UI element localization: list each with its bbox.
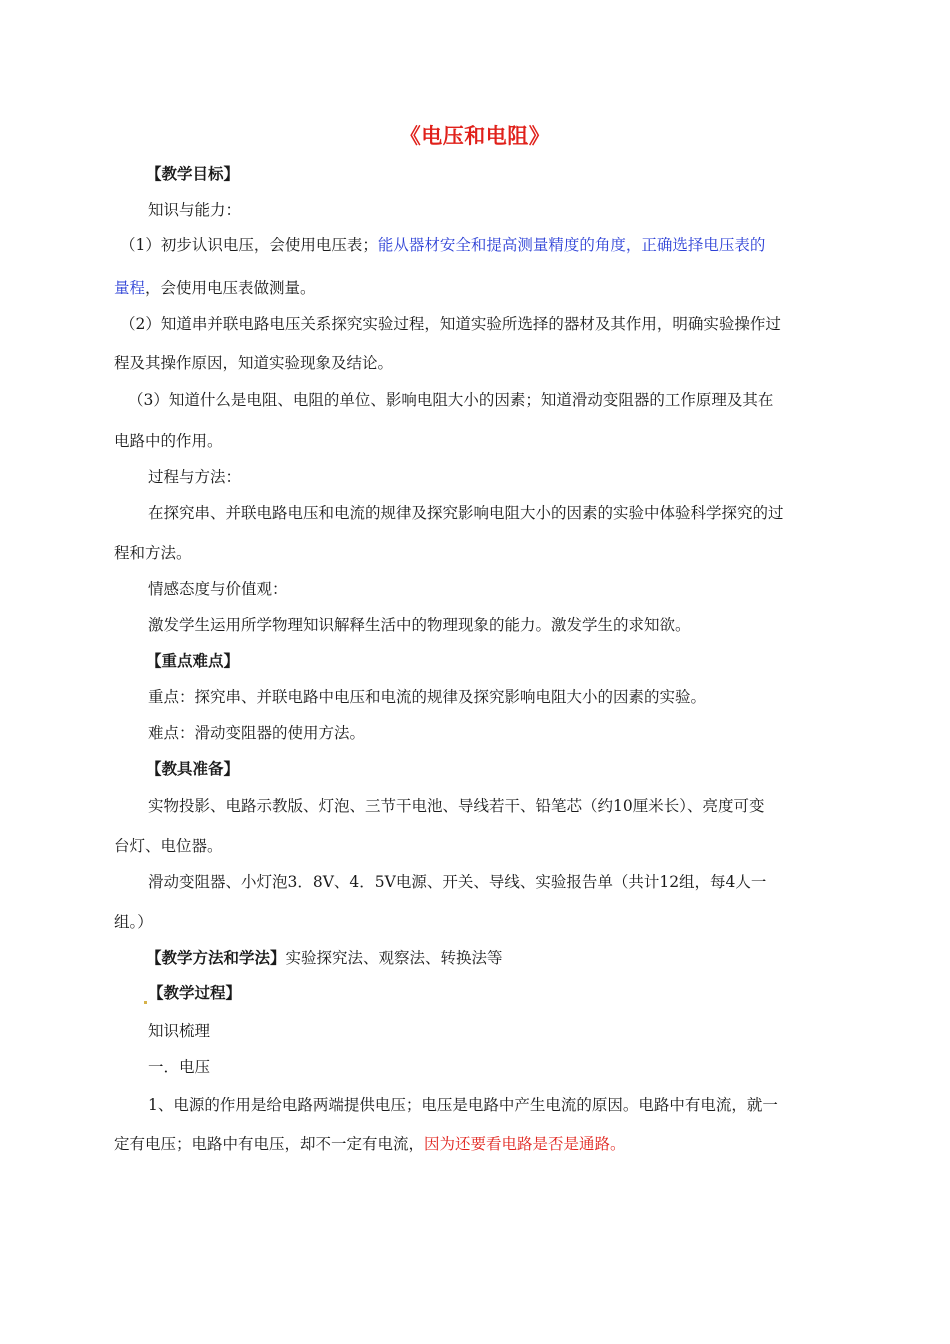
process-line-2: 程和方法。 [114,544,192,562]
document-title: 《电压和电阻》 [399,124,551,148]
goal-1-line-2 [114,277,316,299]
heading-process-method: 过程与方法： [148,468,242,486]
heading-teaching-goals: 【教学目标】 [146,164,240,183]
section-voltage: 一．电压 [148,1058,211,1076]
goal-3-line-1: （3）知道什么是电阻、电阻的单位、影响电阻大小的因素；知道滑动变阻器的工作原理及其在 [128,391,774,409]
tools-line-3: 滑动变阻器、小灯泡3．8V、4．5V电源、开关、导线、实验报告单（共计12组，每4人一 [148,873,767,891]
heading-teaching-tools: 【教具准备】 [146,759,240,778]
goal-1-blue-range: 量程 [114,279,146,297]
method-text: 实验探究法、观察法、转换法等 [285,949,503,967]
tools-line-4: 组。） [114,913,153,931]
goal-1-text: （1）初步认识电压，会使用电压表； [120,236,378,254]
margin-mark [144,1001,147,1004]
goal-2-line-1: （2）知道串并联电路电压关系探究实验过程，知道实验所选择的器材及其作用，明确实验操作过 [120,315,781,333]
attitude-text: 激发学生运用所学物理知识解释生活中的物理现象的能力。激发学生的求知欲。 [148,616,691,634]
heading-attitude: 情感态度与价值观： [148,580,288,598]
goal-1-end: ，会使用电压表做测量。 [145,279,316,297]
voltage-red-text: 因为还要看电路是否是通路。 [424,1135,626,1153]
method-line [146,947,503,969]
heading-teaching-method: 【教学方法和学法】 [146,948,286,967]
goal-1-line-1 [120,234,765,256]
key-point: 重点：探究串、并联电路中电压和电流的规律及探究影响电阻大小的因素的实验。 [148,688,707,706]
difficult-point: 难点：滑动变阻器的使用方法。 [148,724,366,742]
voltage-line-2 [114,1133,626,1155]
heading-knowledge-ability: 知识与能力： [148,201,242,219]
tools-line-2: 台灯、电位器。 [114,837,223,855]
voltage-line-1: 1、电源的作用是给电路两端提供电压；电压是电路中产生电流的原因。电路中有电流，就一 [148,1096,778,1114]
voltage-text-b: 电压，却不一定有电流， [253,1135,425,1153]
heading-key-points: 【重点难点】 [146,651,240,670]
process-line-1: 在探究串、并联电路电压和电流的规律及探究影响电阻大小的因素的实验中体验科学探究的过 [148,504,784,522]
goal-2-line-2: 程及其操作原因，知道实验现象及结论。 [114,354,394,372]
heading-teaching-process: 【教学过程】 [144,982,241,1004]
goal-1-blue-text: 能从器材安全和提高测量精度的角度，正确选择电压表的 [377,236,766,254]
heading-knowledge-review: 知识梳理 [148,1022,211,1040]
voltage-text-a: 定有电压；电路中有 [114,1135,254,1153]
tools-line-1: 实物投影、电路示教版、灯泡、三节干电池、导线若干、铅笔芯（约10厘米长）、亮度可变 [148,797,765,815]
goal-3-line-2: 电路中的作用。 [114,432,223,450]
